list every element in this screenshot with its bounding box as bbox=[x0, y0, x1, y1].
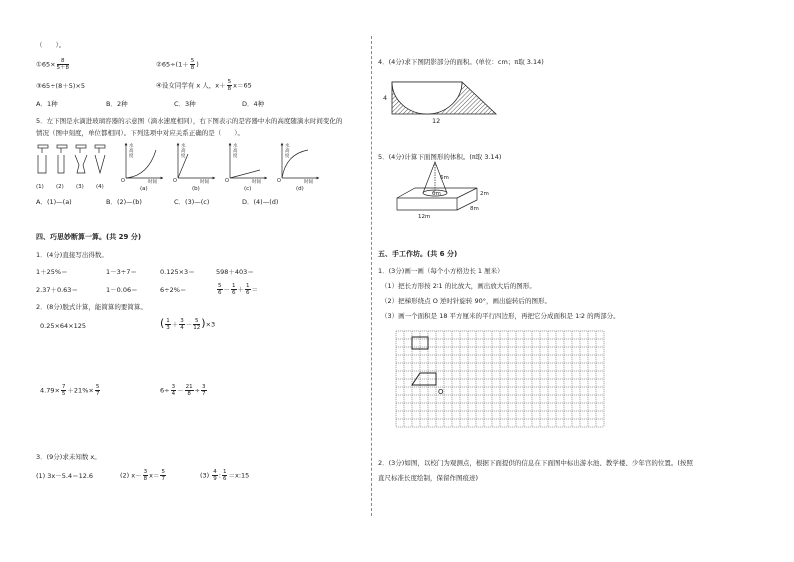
expr-3: 4.79× $\frac{7}{5}$ ＋21%× $\frac{5}{7}$ bbox=[40, 384, 100, 397]
graph-label: (d) bbox=[296, 186, 304, 192]
q5-text-line1: 5．左下图是水滴进玻璃容器的示意图（滴水速度相同），右下图表示的是容器中水的高度随滴水时间变化的 bbox=[36, 117, 343, 125]
container-label: (4) bbox=[96, 184, 104, 190]
calc-item: 1－3÷7＝ bbox=[106, 268, 137, 276]
graph-xlabel: 时间 bbox=[148, 180, 157, 185]
calc-item-fraction: $\frac{5}{6}$ － $\frac{1}{6}$ ＋ $\frac{1}{6}$ ＝ bbox=[218, 283, 258, 296]
option-2: ②65÷(1＋ $\frac{5}{8}$ ) bbox=[156, 58, 199, 71]
cuboid-width-label: 8m bbox=[470, 206, 479, 212]
expr-2: ( $\frac{1}{3}$ ＋ $\frac{3}{4}$ － $\frac{5}{12}$ )×3 bbox=[160, 316, 216, 331]
calc-item: 598＋403＝ bbox=[216, 268, 254, 276]
calc-item: 6÷2%＝ bbox=[160, 286, 187, 294]
r2-text-line1: 2．(3分)如图，以校门为观测点，根据下面提供的信息在下面图中标出游水池、教学楼、少年宫的位置。(按照 bbox=[378, 459, 693, 467]
option-4: ④设女同学有 x 人，x＋ $\frac{5}{8}$ x＝65 bbox=[156, 79, 252, 92]
expr-4: 6÷ $\frac{3}{4}$ － $\frac{21}{8}$ ÷ $\frac{3}{7}$ bbox=[160, 384, 206, 397]
graph-xlabel: 时间 bbox=[252, 180, 261, 185]
equation-1: (1) 3x－5.4＝12.6 bbox=[36, 472, 94, 480]
graph-ylabel: 水高度 bbox=[233, 144, 238, 159]
r-q4-title: 4．(4分)求下图阴影部分的面积。(单位：cm；π取 3.14) bbox=[378, 58, 544, 66]
grid-point-o: O bbox=[438, 388, 444, 396]
graph-origin: O bbox=[225, 178, 229, 184]
graph-ylabel: 水高度 bbox=[285, 144, 290, 159]
fig4-height-label: 4 bbox=[383, 94, 388, 102]
graph-origin: O bbox=[277, 178, 281, 184]
container-label: (3) bbox=[76, 184, 84, 190]
option-1: ①65× $\frac{8}{5+8}$ bbox=[36, 58, 70, 71]
section-5-title: 五、手工作坊。(共 6 分) bbox=[378, 250, 458, 258]
calc-item: 0.125×3＝ bbox=[160, 268, 195, 276]
r1-item: （1）把长方形按 2∶1 的比放大，画出放大后的图形。 bbox=[381, 282, 536, 290]
answer-choice: A．1种 bbox=[36, 100, 58, 108]
calc-item: 1＋25%＝ bbox=[36, 268, 68, 276]
graph-label: (a) bbox=[140, 186, 148, 192]
option-3: ③65÷(8＋5)×5 bbox=[36, 82, 85, 90]
graph-ylabel: 水高度 bbox=[181, 144, 186, 159]
r-q5-title: 5．(4分)计算下面图形的体积。(π取 3.14) bbox=[378, 153, 502, 161]
square-grid bbox=[396, 331, 606, 433]
answer-choice: C．(3)—(c) bbox=[174, 198, 210, 206]
cone-height-label: 6m bbox=[440, 175, 449, 181]
container-label: (2) bbox=[56, 184, 64, 190]
graph-origin: O bbox=[121, 178, 125, 184]
section-4-title: 四、巧思妙断算一算。(共 29 分) bbox=[36, 233, 142, 241]
page-divider bbox=[371, 36, 372, 516]
answer-choice: B．2种 bbox=[106, 100, 128, 108]
q4-tail: （ ）。 bbox=[36, 41, 66, 49]
q3-title: 3．(9分)求未知数 x。 bbox=[36, 453, 101, 461]
r1-item: （3）画一个面积是 18 平方厘米的平行四边形，再把它分成面积是 1∶2 的两部分。 bbox=[381, 312, 620, 320]
answer-choice: D．4种 bbox=[242, 100, 265, 108]
graph-xlabel: 时间 bbox=[304, 180, 313, 185]
answer-choice: A．(1)—(a) bbox=[36, 198, 72, 206]
cone-diameter-label: 6m bbox=[432, 191, 441, 197]
q2-title: 2．(8分)脱式计算，能简算的要简算。 bbox=[36, 303, 147, 311]
answer-choice: D．(4)—(d) bbox=[242, 198, 279, 206]
cuboid-height-label: 2m bbox=[480, 191, 489, 197]
answer-choice: C．3种 bbox=[174, 100, 196, 108]
containers-figure bbox=[36, 143, 116, 183]
expr-1: 0.25×64×125 bbox=[40, 322, 87, 330]
container-label: (1) bbox=[36, 184, 44, 190]
r1-item: （2）把梯形绕点 O 逆时针旋转 90°，画出旋转后的图形。 bbox=[381, 297, 551, 305]
graph-label: (b) bbox=[192, 186, 200, 192]
calc-item: 2.37＋0.63＝ bbox=[36, 286, 78, 294]
graph-origin: O bbox=[173, 178, 177, 184]
graph-xlabel: 时间 bbox=[200, 180, 209, 185]
r1-title: 1．(3分)画一画（每个小方格边长 1 厘米） bbox=[378, 267, 504, 275]
q5-text-line2: 情况（图中刻度，单位都相同）。下列选项中对应关系正确的是（ ）。 bbox=[36, 129, 244, 137]
cuboid-length-label: 12m bbox=[418, 214, 431, 220]
fig4-width-label: 12 bbox=[432, 117, 441, 125]
shaded-area-figure bbox=[390, 80, 500, 120]
equation-2: (2) x－ $\frac{3}{8}$ x＝ $\frac{5}{7}$ bbox=[120, 469, 165, 482]
equation-3: (3) $\frac{4}{9}$ : $\frac{1}{6}$ ＝x:15 bbox=[200, 469, 250, 482]
r2-text-line2: 直尺标准长度绘制，保留作图痕迹) bbox=[378, 474, 479, 482]
graph-label: (c) bbox=[244, 186, 252, 192]
calc-item: 1－0.06＝ bbox=[106, 286, 138, 294]
q1-title: 1．(4分)直接写出得数。 bbox=[36, 251, 108, 259]
answer-choice: B．(2)—(b) bbox=[106, 198, 142, 206]
graph-ylabel: 水高度 bbox=[129, 144, 134, 159]
